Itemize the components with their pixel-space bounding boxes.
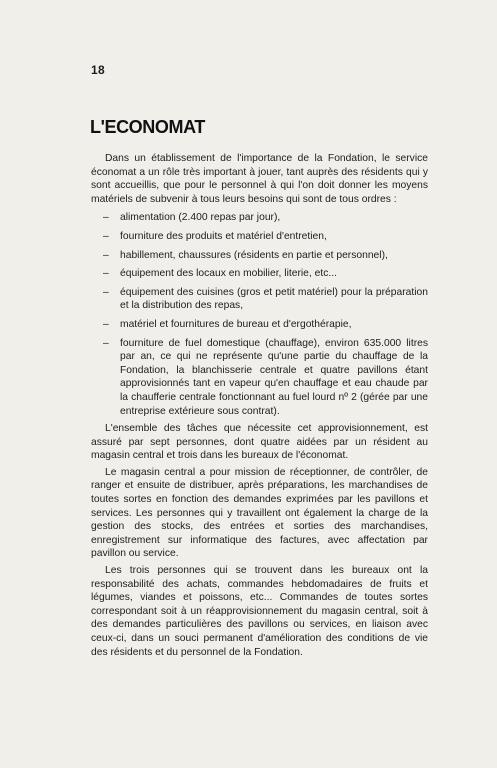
list-item: – habillement, chaussures (résidents en partie et personnel), (91, 249, 428, 263)
article-body (91, 152, 428, 659)
list-item: – équipement des locaux en mobilier, literie, etc... (91, 267, 428, 281)
page-number: 18 (91, 63, 105, 77)
body-paragraph: Le magasin central a pour mission de réceptionner, de contrôler, de ranger et ensuite de distribuer, après préparations, les marchandises de toutes sortes en fonction des demandes exprimées par les pavillons et services. Les personnes qui y travaillent ont également la charge de la gestion des stocks, des entrées et sorties des marchandises, enregistrement sur informatique des factures, avec affectation par pavillon ou service. (91, 466, 428, 560)
intro-paragraph: Dans un établissement de l'importance de la Fondation, le service économat a un rôle très important à jouer, tant auprès des résidents qui y sont accueillis, que pour le personnel à qui l'on doit donner les moyens matériels de subvenir à tous leurs besoins qui sont de tous ordres : (91, 153, 428, 205)
list-item: – alimentation (2.400 repas par jour), (91, 211, 428, 225)
body-paragraph: Les trois personnes qui se trouvent dans les bureaux ont la responsabilité des achats, commandes hebdomadaires de fruits et légumes, viandes et poissons, etc... Commandes de toutes sortes correspondant soit à un réapprovisionnement du magasin central, soit à des demandes particulières des pavillons ou services, en liaison avec ceux-ci, dans un souci permanent d'amélioration des conditions de vie des résidents et du personnel de la Fondation. (91, 565, 428, 658)
list-item: – équipement des cuisines (gros et petit matériel) pour la préparation et la distribution des repas, (91, 286, 428, 313)
section-heading: L'ECONOMAT (90, 117, 205, 137)
needs-list (91, 211, 428, 418)
list-item: – matériel et fournitures de bureau et d'ergothérapie, (91, 318, 428, 332)
list-item: – fourniture de fuel domestique (chauffage), environ 635.000 litres par an, ce qui ne représente qu'une partie du chauffage de la Fondation, la blanchisserie centrale et quatre pavillons étant approvisionnés tant en vapeur qu'en chauffage et eau chaude par la chaufferie centrale fonctionnant au fuel lourd nº 2 (gérée par une entreprise extérieure sous contrat). (91, 337, 428, 419)
list-item: – fourniture des produits et matériel d'entretien, (91, 230, 428, 244)
body-paragraph: L'ensemble des tâches que nécessite cet approvisionnement, est assuré par sept personnes, dont quatre aidées par un résident au magasin central et trois dans les bureaux de l'économat. (91, 423, 428, 462)
